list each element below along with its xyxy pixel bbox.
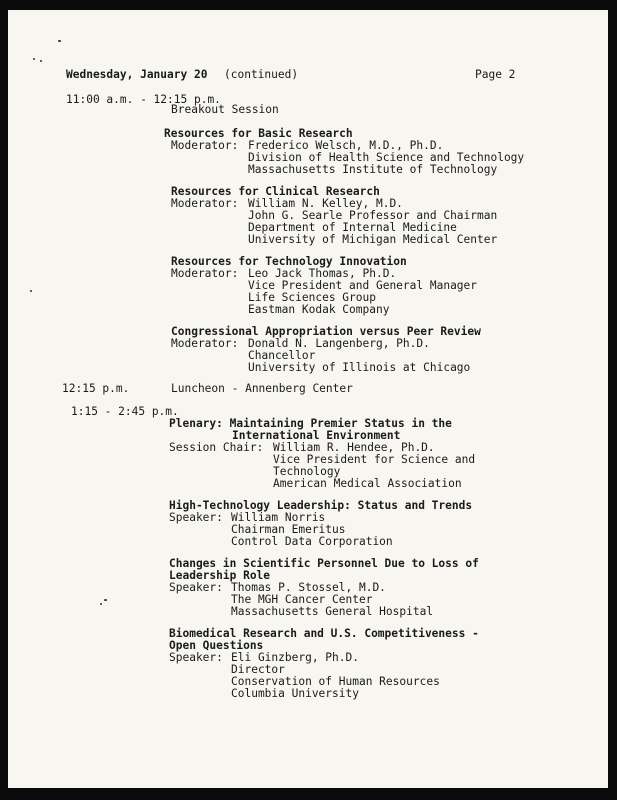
moderator-name: Frederico Welsch, M.D., Ph.D. xyxy=(248,139,444,152)
session-chair-detail: American Medical Association xyxy=(273,477,462,490)
speaker-detail: Control Data Corporation xyxy=(231,535,393,548)
speck-mark xyxy=(30,290,32,292)
moderator-label: Moderator: xyxy=(171,337,239,350)
slot2-time: 12:15 p.m. xyxy=(62,382,130,395)
session-heading: Resources for Basic Research xyxy=(164,127,353,140)
talk-heading: Biomedical Research and U.S. Competitiveness - xyxy=(169,627,479,640)
speaker-name: William Norris xyxy=(231,511,326,524)
speaker-label: Speaker: xyxy=(169,651,223,664)
session-chair-detail: Vice President for Science and xyxy=(273,453,476,466)
session-chair-label: Session Chair: xyxy=(169,441,264,454)
moderator-detail: Vice President and General Manager xyxy=(248,279,478,292)
speaker-detail: Chairman Emeritus xyxy=(231,523,346,536)
moderator-detail: University of Michigan Medical Center xyxy=(248,233,498,246)
session-heading: Resources for Clinical Research xyxy=(171,185,380,198)
slot3-time: 1:15 - 2:45 p.m. xyxy=(71,405,179,418)
header-continued: (continued) xyxy=(224,68,299,81)
moderator-label: Moderator: xyxy=(171,197,239,210)
speaker-detail: The MGH Cancer Center xyxy=(231,593,373,606)
session-heading: Congressional Appropriation versus Peer Review xyxy=(171,325,481,338)
header-date: Wednesday, January 20 xyxy=(66,68,208,81)
moderator-name: Donald N. Langenberg, Ph.D. xyxy=(248,337,430,350)
speaker-label: Speaker: xyxy=(169,581,223,594)
moderator-detail: Eastman Kodak Company xyxy=(248,303,390,316)
moderator-label: Moderator: xyxy=(171,267,239,280)
speaker-label: Speaker: xyxy=(169,511,223,524)
talk-heading-cont: Leadership Role xyxy=(169,569,271,582)
moderator-label: Moderator: xyxy=(171,139,239,152)
moderator-detail: Massachusetts Institute of Technology xyxy=(248,163,498,176)
page-number: Page 2 xyxy=(475,68,516,81)
moderator-detail: Life Sciences Group xyxy=(248,291,376,304)
moderator-detail: Chancellor xyxy=(248,349,316,362)
session-chair-name: William R. Hendee, Ph.D. xyxy=(273,441,435,454)
speaker-name: Eli Ginzberg, Ph.D. xyxy=(231,651,359,664)
plenary-heading-cont: International Environment xyxy=(232,429,401,442)
slot2-title: Luncheon - Annenberg Center xyxy=(171,382,353,395)
speaker-detail: Director xyxy=(231,663,285,676)
moderator-detail: University of Illinois at Chicago xyxy=(248,361,471,374)
moderator-detail: Division of Health Science and Technology xyxy=(248,151,525,164)
speck-mark xyxy=(40,60,42,62)
slot1-title: Breakout Session xyxy=(171,103,279,116)
slot1-time: 11:00 a.m. - 12:15 p.m. xyxy=(66,93,221,106)
speck-mark xyxy=(104,599,107,601)
plenary-heading: Plenary: Maintaining Premier Status in the xyxy=(169,417,452,430)
moderator-detail: John G. Searle Professor and Chairman xyxy=(248,209,498,222)
session-chair-detail: Technology xyxy=(273,465,341,478)
talk-heading: High-Technology Leadership: Status and Trends xyxy=(169,499,473,512)
speaker-detail: Columbia University xyxy=(231,687,359,700)
moderator-name: William N. Kelley, M.D. xyxy=(248,197,403,210)
talk-heading-cont: Open Questions xyxy=(169,639,264,652)
speck-mark xyxy=(33,58,35,60)
speck-mark xyxy=(100,603,102,605)
speaker-detail: Massachusetts General Hospital xyxy=(231,605,434,618)
speaker-name: Thomas P. Stossel, M.D. xyxy=(231,581,386,594)
session-heading: Resources for Technology Innovation xyxy=(171,255,407,268)
speck-mark xyxy=(58,40,61,42)
speaker-detail: Conservation of Human Resources xyxy=(231,675,440,688)
moderator-name: Leo Jack Thomas, Ph.D. xyxy=(248,267,397,280)
talk-heading: Changes in Scientific Personnel Due to Loss of xyxy=(169,557,479,570)
moderator-detail: Department of Internal Medicine xyxy=(248,221,457,234)
